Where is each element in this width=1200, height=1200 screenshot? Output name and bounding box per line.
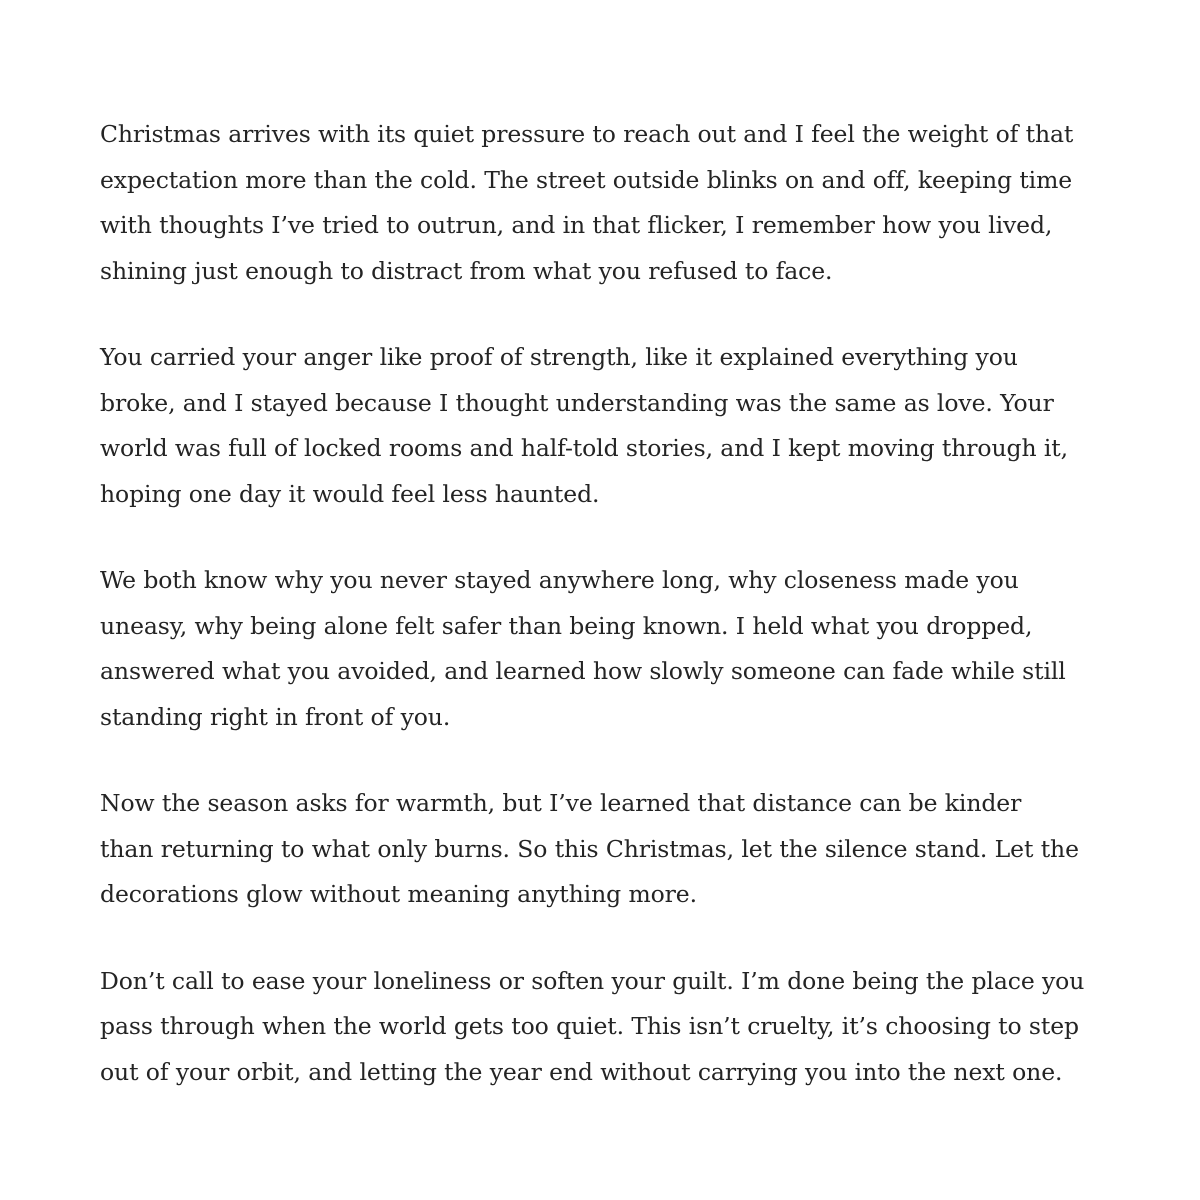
paragraph-1: [100, 112, 1100, 294]
paragraph-line: You carried your anger like proof of strength, like it explained everything you: [100, 343, 1018, 371]
paragraph-line: We both know why you never stayed anywhere long, why closeness made you: [100, 566, 1019, 594]
paragraph-4: [100, 781, 1100, 918]
paragraph-line: pass through when the world gets too quiet. This isn’t cruelty, it’s choosing to step: [100, 1012, 1079, 1040]
paragraph-line: with thoughts I’ve tried to outrun, and in that flicker, I remember how you lived,: [100, 211, 1053, 239]
paragraph-line: than returning to what only burns. So this Christmas, let the silence stand. Let the: [100, 834, 1079, 863]
paragraph-5: [100, 959, 1100, 1096]
paragraph-line: Christmas arrives with its quiet pressure to reach out and I feel the weight of that: [100, 120, 1074, 148]
paragraph-line: answered what you avoided, and learned how slowly someone can fade while still: [100, 657, 1066, 685]
paragraph-line: decorations glow without meaning anything more.: [100, 880, 697, 908]
paragraph-line: Now the season asks for warmth, but I’ve learned that distance can be kinder: [100, 789, 1022, 817]
paragraph-2: [100, 335, 1100, 517]
paragraph-line: broke, and I stayed because I thought understanding was the same as love. Your: [100, 388, 1054, 417]
paragraph-line: Don’t call to ease your loneliness or soften your guilt. I’m done being the place you: [100, 966, 1085, 995]
paragraph-line: hoping one day it would feel less haunted.: [100, 479, 600, 508]
paragraph-3: [100, 558, 1100, 740]
paragraph-line: expectation more than the cold. The street outside blinks on and off, keeping time: [100, 165, 1073, 194]
paragraph-line: standing right in front of you.: [100, 702, 451, 731]
paragraph-line: shining just enough to distract from what you refused to face.: [100, 256, 833, 285]
paragraph-line: uneasy, why being alone felt safer than being known. I held what you dropped,: [100, 611, 1033, 640]
article-body: [100, 112, 1100, 1136]
paragraph-line: world was full of locked rooms and half-told stories, and I kept moving through it,: [100, 434, 1068, 462]
paragraph-line: out of your orbit, and letting the year end without carrying you into the next one.: [100, 1057, 1063, 1086]
